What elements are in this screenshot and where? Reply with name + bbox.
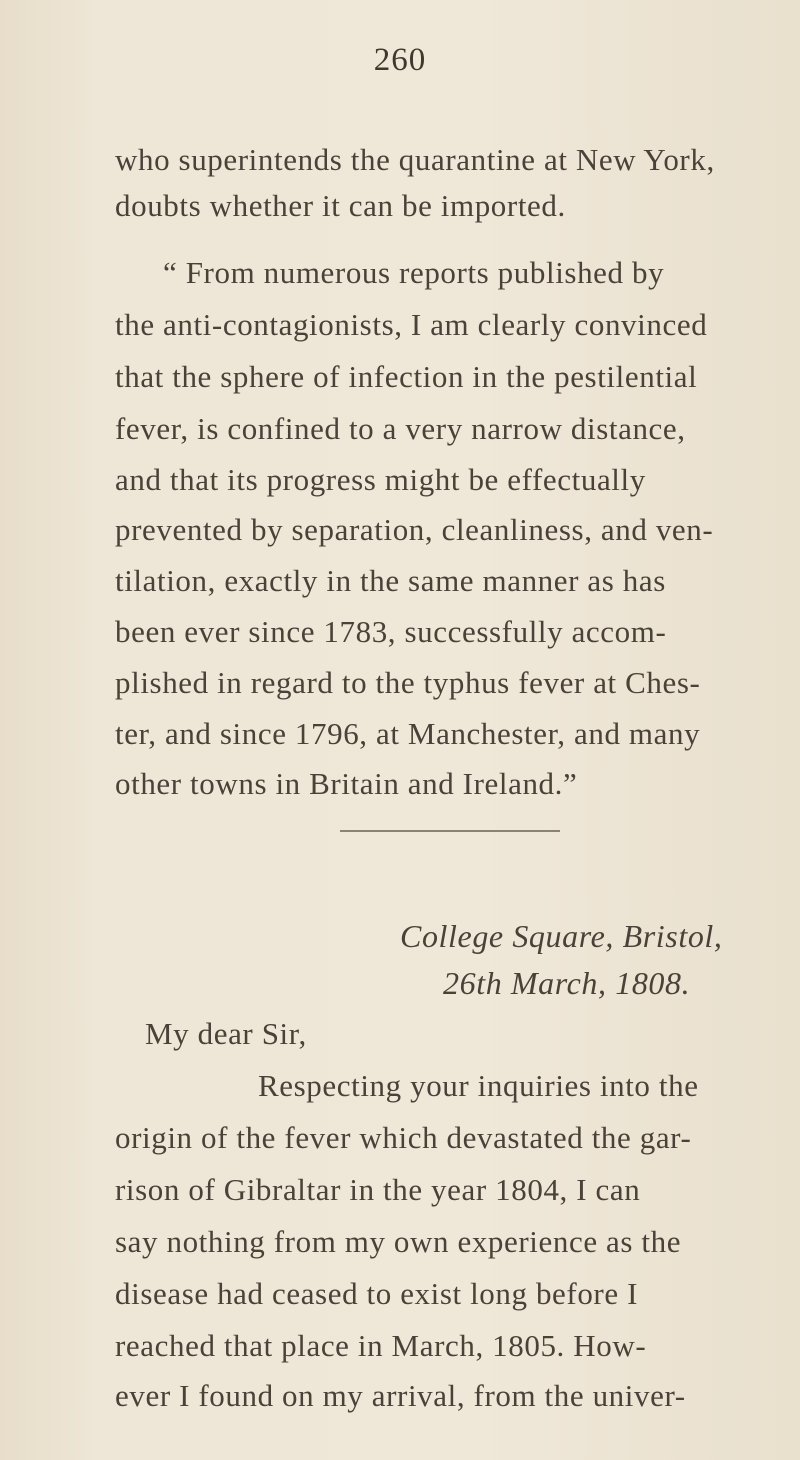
text-line: ter, and since 1796, at Manchester, and many	[115, 716, 701, 751]
text-line: ever I found on my arrival, from the univer-	[115, 1378, 686, 1413]
text-line: tilation, exactly in the same manner as has	[115, 563, 666, 598]
text-line: fever, is confined to a very narrow distance,	[115, 411, 686, 446]
text-line: prevented by separation, cleanliness, and ven-	[115, 512, 714, 547]
text-line: “ From numerous reports published by	[163, 255, 665, 290]
text-line: rison of Gibraltar in the year 1804, I can	[115, 1172, 641, 1207]
text-line: who superintends the quarantine at New York,	[115, 142, 715, 177]
letter-salutation: My dear Sir,	[145, 1016, 307, 1051]
text-line: other towns in Britain and Ireland.”	[115, 766, 578, 801]
text-line: reached that place in March, 1805. How-	[115, 1328, 647, 1363]
text-line: Respecting your inquiries into the	[258, 1068, 699, 1103]
letter-place: College Square, Bristol,	[400, 918, 723, 954]
text-line: the anti-contagionists, I am clearly convinced	[115, 307, 708, 342]
text-line: that the sphere of infection in the pestilential	[115, 359, 698, 394]
text-line: origin of the fever which devastated the gar-	[115, 1120, 692, 1155]
text-line: disease had ceased to exist long before I	[115, 1276, 638, 1311]
text-line: plished in regard to the typhus fever at Ches-	[115, 665, 701, 700]
text-line: and that its progress might be effectually	[115, 462, 646, 497]
letter-date: 26th March, 1808.	[443, 965, 691, 1001]
text-line: doubts whether it can be imported.	[115, 188, 566, 223]
text-line: say nothing from my own experience as the	[115, 1224, 682, 1259]
section-divider	[340, 830, 560, 832]
page-number: 260	[373, 42, 427, 78]
text-line: been ever since 1783, successfully accom-	[115, 614, 667, 649]
